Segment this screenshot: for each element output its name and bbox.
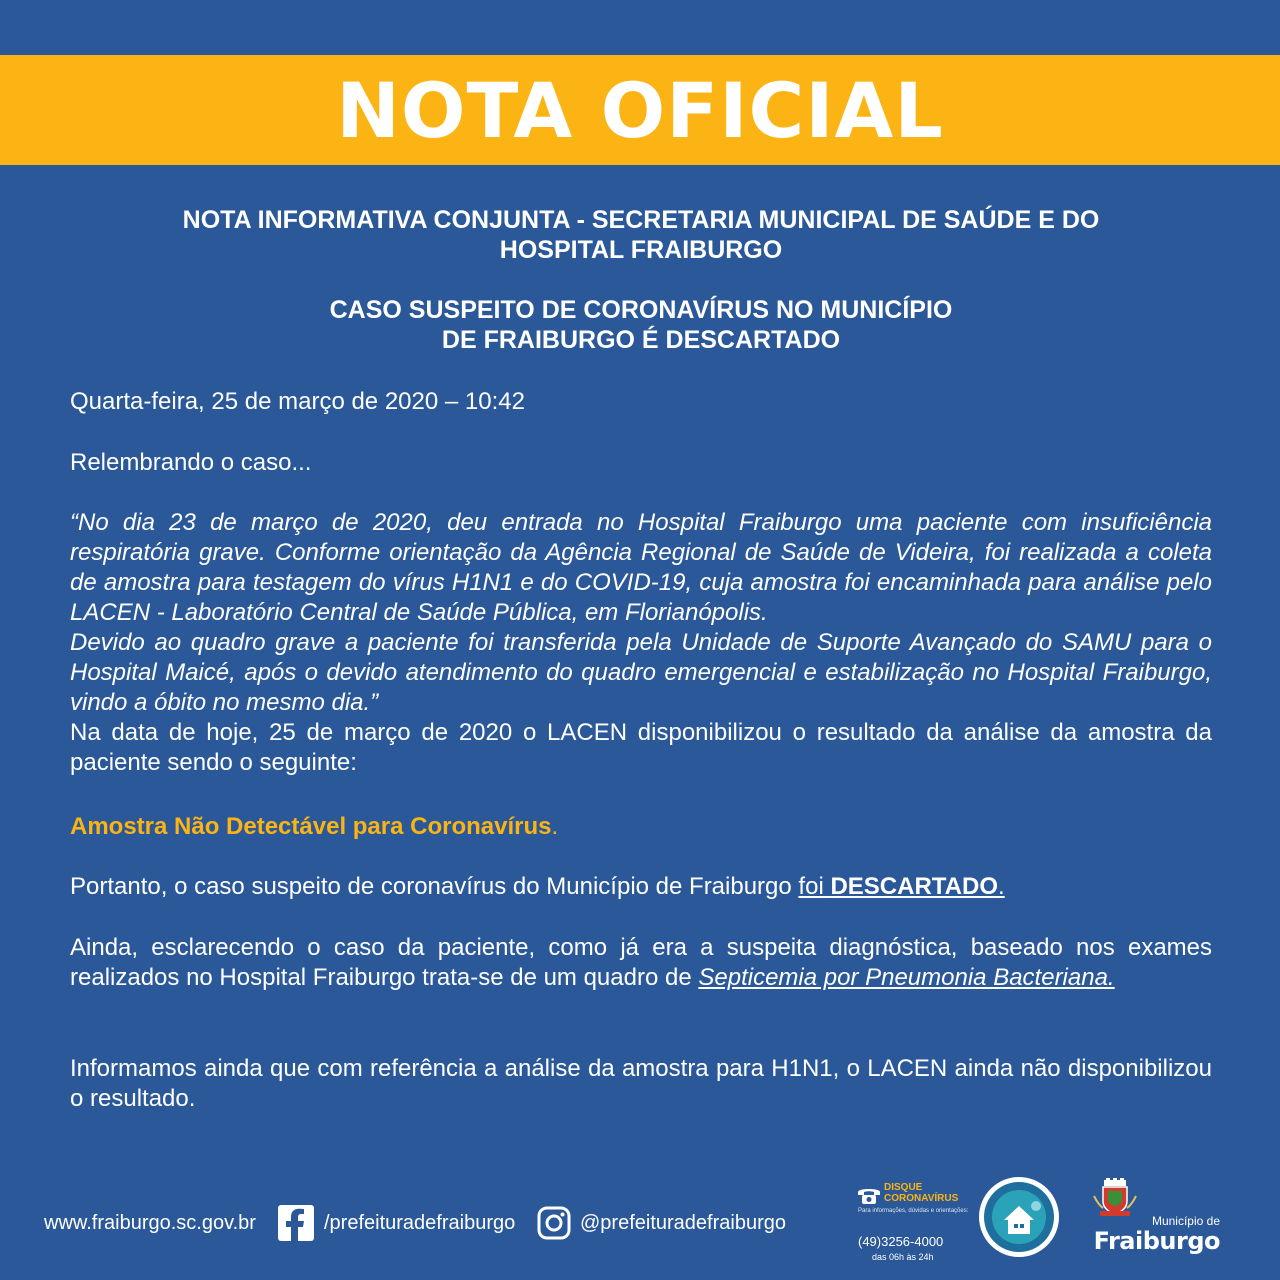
instagram-icon[interactable] <box>536 1205 572 1241</box>
case-description <box>70 508 1212 778</box>
clarify-diagnosis: Septicemia por Pneumonia Bacteriana. <box>698 964 1115 991</box>
headline-line-4: DE FRAIBURGO É DESCARTADO <box>441 326 841 354</box>
disque-title: DISQUE CORONAVÍRUS <box>884 1182 959 1204</box>
headline-joint-note <box>70 205 1212 265</box>
conclusion-foi: foi <box>798 873 831 900</box>
banner-title: NOTA OFICIAL <box>336 65 944 155</box>
headline-line-3: CASO SUSPEITO DE CORONAVÍRUS NO MUNICÍPIO <box>329 296 953 324</box>
result-dot: . <box>551 813 559 840</box>
disque-phone-number[interactable]: (49)3256-4000 <box>858 1234 944 1249</box>
disque-hours: das 06h às 24h <box>872 1252 934 1262</box>
municipality-label: Município de <box>1151 1214 1220 1228</box>
disque-subtitle: Para informações, dúvidas e orientações: <box>858 1208 969 1214</box>
result-intro: Na data de hoje, 25 de março de 2020 o LACEN disponibilizou o resultado da análise da amostra da paciente sendo o seguinte: <box>70 719 1212 776</box>
date-line: Quarta-feira, 25 de março de 2020 – 10:42 <box>70 388 525 415</box>
quote-paragraph-2: Devido ao quadro grave a paciente foi transferida pela Unidade de Suporte Avançado do SAMU para o Hospital Maicé, após o devido atendimento do quadro emergencial e estabilização no Hospital Fraiburgo, vindo a óbito no mesmo dia.” <box>70 629 1212 716</box>
clarify-prefix: Ainda, esclarecendo o caso da paciente, como já era a suspeita diagnóstica, baseado nos exames realizados no Hospital Fraiburgo trata-se de um quadro de <box>70 934 1212 991</box>
conclusion-word: DESCARTADO <box>830 873 998 900</box>
disque-coronavirus-block <box>852 1180 969 1270</box>
facebook-icon[interactable] <box>278 1205 314 1241</box>
municipality-name: Fraiburgo <box>1093 1227 1220 1255</box>
conclusion-line <box>70 872 1212 902</box>
title-banner <box>0 55 1280 165</box>
headline-line-2: HOSPITAL FRAIBURGO <box>499 236 783 264</box>
health-seal-logo <box>978 1176 1060 1258</box>
conclusion-prefix: Portanto, o caso suspeito de coronavírus do Município de Fraiburgo <box>70 873 799 900</box>
instagram-handle[interactable]: @prefeituradefraiburgo <box>580 1212 786 1234</box>
clarification-paragraph <box>70 933 1212 993</box>
result-text: Amostra Não Detectável para Coronavírus <box>70 813 552 840</box>
municipality-logo-text <box>1090 1214 1220 1254</box>
result-line <box>70 812 1212 842</box>
headline-case <box>70 295 1212 355</box>
facebook-handle[interactable]: /prefeituradefraiburgo <box>324 1212 516 1234</box>
quote-paragraph-1: “No dia 23 de março de 2020, deu entrada no Hospital Fraiburgo uma paciente com insuficiência respiratória grave. Conforme orientação da Agência Regional de Saúde de Videira, foi realizada a coleta de amostra para testagem do vírus H1N1 e do COVID-19, cuja amostra foi encaminhada para análise pelo LACEN - Laboratório Central de Saúde Pública, em Florianópolis. <box>70 509 1212 626</box>
phone-icon <box>856 1184 882 1206</box>
recall-line: Relembrando o caso... <box>70 449 312 476</box>
conclusion-dot: . <box>998 873 1005 900</box>
conclusion-emphasis <box>798 873 1004 900</box>
website-link[interactable]: www.fraiburgo.sc.gov.br <box>44 1212 256 1234</box>
headline-line-1: NOTA INFORMATIVA CONJUNTA - SECRETARIA MUNICIPAL DE SAÚDE E DO <box>182 206 1100 234</box>
footer <box>0 1170 1280 1280</box>
final-paragraph: Informamos ainda que com referência a análise da amostra para H1N1, o LACEN ainda não disponibilizou o resultado. <box>70 1055 1212 1112</box>
case-quote <box>70 508 1212 718</box>
